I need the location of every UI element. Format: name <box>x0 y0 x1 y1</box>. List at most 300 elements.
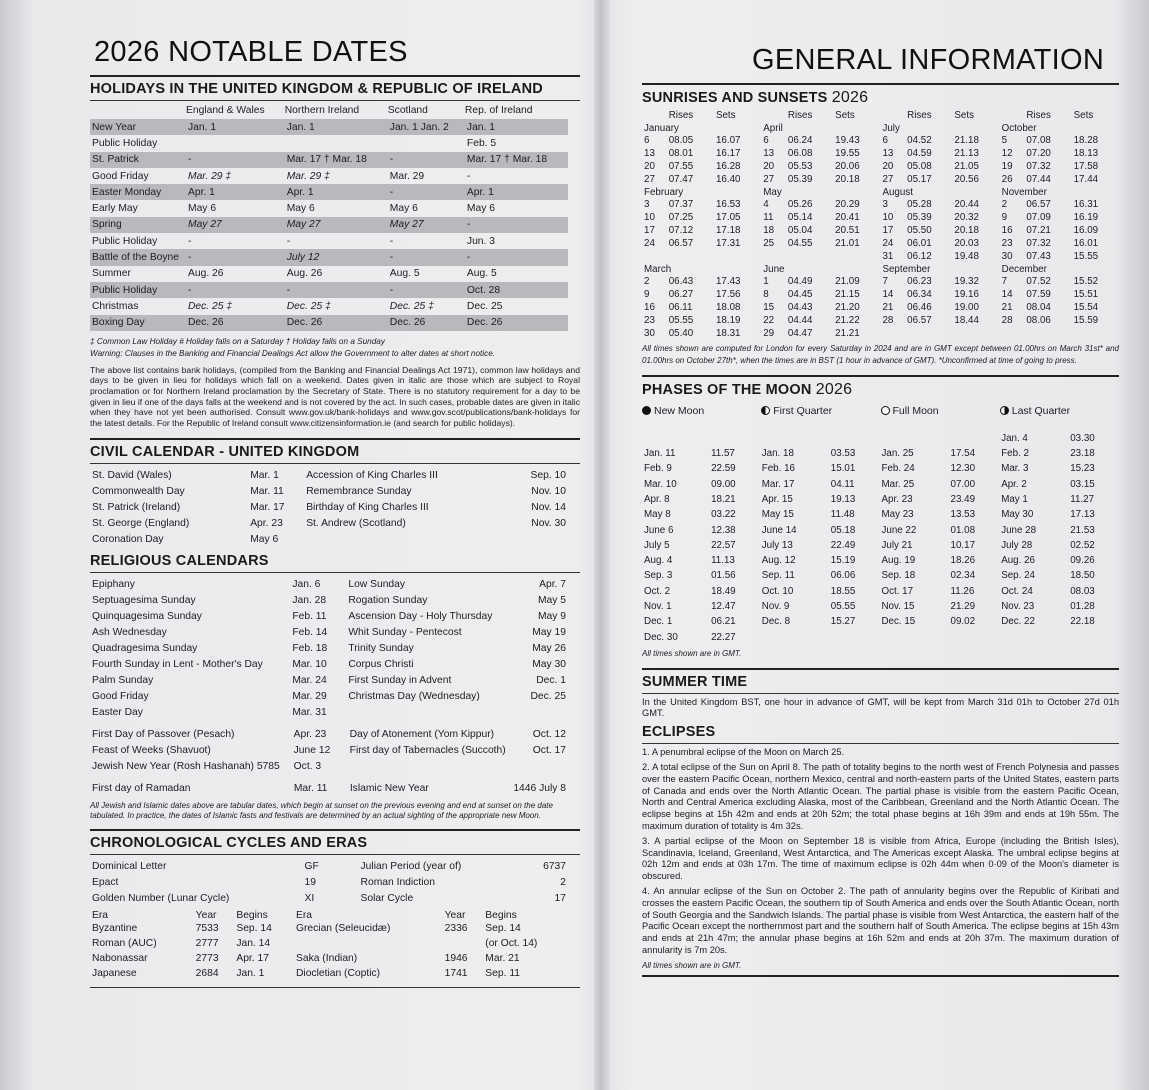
event-name: Commonwealth Day <box>92 485 185 497</box>
table-row <box>90 921 568 936</box>
sunrises-year: 2026 <box>831 89 869 106</box>
phase-date: Apr. 15 <box>761 493 793 505</box>
table-row <box>642 538 1119 553</box>
page-title-general-information: GENERAL INFORMATION <box>752 44 1105 76</box>
day-cell: 23 <box>1001 238 1013 249</box>
rise-time: 06.01 <box>907 238 932 249</box>
event-date: Jan. 6 <box>292 578 321 590</box>
day-cell: 5 <box>1001 135 1008 146</box>
set-time: 20.44 <box>954 199 979 210</box>
phase-time: 11.13 <box>711 555 735 567</box>
phase-date: July 28 <box>1001 539 1033 551</box>
event-name: St. George (England) <box>92 517 190 529</box>
holiday-date: Aug. 5 <box>389 268 420 280</box>
set-time: 16.19 <box>1073 212 1099 223</box>
holidays-column-header: Rep. of Ireland <box>464 105 533 116</box>
table-row <box>90 499 568 515</box>
first-quarter-moon-icon <box>761 406 770 415</box>
set-time: 17.44 <box>1073 174 1099 185</box>
eclipse-item: 3. A partial eclipse of the Moon on September 18 is visible from Africa, Europe (including the British Isles), Scandinavia, Iceland, Greenland, West Antarctica, and The Americas except Alaska. The umbral eclipse begins at 02h 12m and ends at 03h 17m. The time of maximum eclipse is 02h 44m when 0·09 of the Moon's diameter is obscured. <box>642 835 1119 882</box>
phase-time: 22.59 <box>711 463 736 475</box>
event-date: May 26 <box>532 642 566 654</box>
spacer <box>761 109 786 122</box>
phase-date: Sep. 24 <box>1001 570 1035 582</box>
civil-calendar-heading: CIVIL CALENDAR - UNITED KINGDOM <box>90 444 360 461</box>
phase-time: 08.03 <box>1070 585 1095 597</box>
event-date: Mar. 17 <box>250 501 285 513</box>
month-label: December <box>1001 263 1047 275</box>
day-cell: 13 <box>882 148 894 159</box>
day-cell: 20 <box>763 161 775 172</box>
phase-time: 12.38 <box>711 524 736 536</box>
holiday-date: Dec. 26 <box>285 315 388 331</box>
holidays-explanation: The above list contains bank holidays, (compiled from the Banking and Financial Dealings Act 1971), common law holidays and days to be given in lieu for holidays which fall on a weekend. Dates given in italic are those which are subject to Royal proclamation or for Northern Ireland proclamation by the Secretary of State. There is no statutory requirement for a day to be given in lieu if one of the days falls at the weekend and is not covered by the act. In such cases, probable dates are given in italic when they have not yet been authorised. Consult www.gov.uk/bank-holidays and www.gov.scot/publications/bank-holidays for the latest details. For the Republic of Ireland consult www.citizensinformation.ie (and search for public holidays). <box>90 364 580 428</box>
phase-date: Dec. 15 <box>881 616 916 628</box>
table-row <box>90 119 568 135</box>
phase-time: 18.50 <box>1070 570 1095 582</box>
holiday-date: May 6 <box>389 203 418 215</box>
event-name: Easter Day <box>92 706 143 718</box>
rises-header: Rises <box>668 110 694 121</box>
day-cell: 6 <box>644 135 650 146</box>
religious-calendar-table <box>90 576 568 720</box>
table-row <box>90 874 568 890</box>
rise-time: 04.47 <box>787 328 813 339</box>
day-cell: 10 <box>644 212 655 223</box>
month-label: April <box>763 122 783 134</box>
phase-time: 07.00 <box>950 478 976 490</box>
holidays-column-header <box>90 104 186 119</box>
phase-date: Jan. 4 <box>1001 432 1028 444</box>
rise-time: 04.44 <box>787 315 813 326</box>
new-moon-icon <box>642 406 651 415</box>
phase-date <box>879 431 948 446</box>
phase-date: Feb. 16 <box>761 463 795 475</box>
rise-time: 05.50 <box>907 225 932 236</box>
last-quarter-moon-icon <box>1000 406 1009 415</box>
event-name: First Day of Passover (Pesach) <box>92 728 235 740</box>
table-row <box>642 461 1119 476</box>
table-row <box>90 282 568 298</box>
table-row <box>90 936 568 951</box>
phase-time: 12.47 <box>711 601 736 612</box>
table-row <box>90 515 568 531</box>
event-name: Epact <box>92 876 119 888</box>
holiday-date: Jan. 1 <box>465 119 568 135</box>
holiday-date: Dec. 25 <box>466 300 503 312</box>
holidays-table <box>90 104 568 331</box>
month-label: January <box>644 122 679 134</box>
day-cell: 2 <box>644 276 650 287</box>
phase-time: 03.15 <box>1070 478 1095 490</box>
rise-time: 06.43 <box>668 276 694 287</box>
last-quarter-header: Last Quarter <box>1000 405 1119 417</box>
era-cell: 1946 <box>444 953 468 965</box>
table-row <box>642 198 1119 211</box>
event-name: Palm Sunday <box>92 674 154 686</box>
holiday-date: - <box>186 152 285 168</box>
rise-time: 04.55 <box>787 238 813 249</box>
rise-time: 07.55 <box>668 161 694 172</box>
table-row <box>642 629 1119 644</box>
era-cell: 2684 <box>195 968 219 980</box>
day-cell: 26 <box>1001 174 1013 185</box>
phase-time: 13.53 <box>950 509 976 521</box>
phase-time: 01.28 <box>1070 601 1095 612</box>
day-cell: 28 <box>882 315 894 326</box>
table-row <box>90 656 568 672</box>
event-date: 6737 <box>543 860 566 872</box>
set-time: 21.20 <box>835 302 860 313</box>
event-name: Dominical Letter <box>92 860 167 872</box>
holiday-name: Public Holiday <box>92 137 158 149</box>
event-date: June 12 <box>293 744 331 756</box>
month-label: March <box>644 263 672 275</box>
table-row <box>642 446 1119 461</box>
month-label: February <box>644 186 684 198</box>
set-time: 17.58 <box>1073 161 1099 172</box>
phase-date: Feb. 9 <box>644 463 672 475</box>
set-time: 20.51 <box>835 225 860 236</box>
era-cell: Jan. 1 <box>236 968 265 980</box>
phase-date: Jan. 18 <box>761 448 794 460</box>
rise-time: 04.59 <box>907 148 932 159</box>
day-cell: 16 <box>1001 225 1013 236</box>
phase-time: 21.29 <box>950 601 976 612</box>
set-time: 19.16 <box>954 289 979 300</box>
table-row <box>90 467 568 483</box>
set-time: 16.28 <box>715 161 741 172</box>
event-name <box>346 704 516 720</box>
moon-phases-year: 2026 <box>815 380 853 398</box>
event-name: First Sunday in Advent <box>348 674 452 686</box>
era-cell: Sep. 14 <box>485 923 521 935</box>
rise-time: 07.44 <box>1026 174 1051 185</box>
phase-time: 18.49 <box>711 585 736 597</box>
rises-header: Rises <box>907 110 932 121</box>
rise-time: 07.09 <box>1026 212 1051 223</box>
phase-date: July 21 <box>881 539 913 551</box>
month-label: November <box>1001 186 1047 198</box>
month-label: October <box>1001 122 1037 134</box>
event-date: Dec. 1 <box>536 674 566 686</box>
set-time <box>1072 327 1119 340</box>
table-row <box>642 431 1119 446</box>
holiday-date: May 27 <box>186 217 285 233</box>
phase-date: June 28 <box>1001 524 1037 536</box>
event-date: Apr. 23 <box>250 517 283 529</box>
day-cell <box>761 250 786 263</box>
phase-date: Dec. 1 <box>644 616 673 628</box>
day-cell: 20 <box>882 161 894 172</box>
set-time: 16.40 <box>715 174 741 185</box>
divider <box>90 572 580 573</box>
table-row <box>90 608 568 624</box>
event-name: Day of Atonement (Yom Kippur) <box>349 728 495 740</box>
event-name: Jewish New Year (Rosh Hashanah) 5785 <box>92 760 280 772</box>
rise-time: 06.57 <box>668 238 694 249</box>
table-row <box>90 640 568 656</box>
table-row <box>90 951 568 966</box>
month-label: September <box>882 263 931 275</box>
phase-date: Apr. 8 <box>644 493 670 505</box>
day-cell: 9 <box>644 289 650 300</box>
set-time: 21.21 <box>835 328 860 339</box>
holiday-date: Dec. 26 <box>465 315 568 331</box>
rise-time: 07.20 <box>1026 148 1051 159</box>
holiday-date: Mar. 17 † Mar. 18 <box>465 152 568 168</box>
table-row <box>90 858 568 874</box>
rise-time: 07.32 <box>1026 238 1051 249</box>
event-date: Nov. 10 <box>531 485 566 497</box>
holiday-name: Battle of the Boyne <box>90 249 186 265</box>
event-name: First day of Tabernacles (Succoth) <box>349 744 506 756</box>
event-date: Nov. 14 <box>531 501 566 513</box>
month-label: June <box>763 263 785 275</box>
table-row <box>90 890 568 906</box>
phase-time: 09.26 <box>1070 555 1095 567</box>
set-time: 19.00 <box>954 302 979 313</box>
set-time: 17.05 <box>715 212 741 223</box>
set-time: 18.19 <box>715 315 741 326</box>
eclipses-note: All times shown are in GMT. <box>642 960 742 970</box>
holiday-date: - <box>389 235 394 247</box>
holiday-name: Good Friday <box>92 170 149 182</box>
event-date <box>516 531 568 547</box>
phase-time: 17.13 <box>1070 509 1095 521</box>
set-time: 15.51 <box>1073 289 1099 300</box>
divider <box>642 743 1119 744</box>
holiday-date: Dec. 25 ‡ <box>389 300 434 312</box>
event-date: Mar. 10 <box>292 658 327 670</box>
phase-time <box>1068 629 1119 644</box>
table-row <box>90 672 568 688</box>
era-cell <box>443 936 484 951</box>
event-date: May 6 <box>250 533 279 545</box>
table-row <box>642 211 1119 224</box>
phase-time: 18.21 <box>711 493 736 505</box>
event-name: Fourth Sunday in Lent - Mother's Day <box>92 658 263 670</box>
holiday-date: July 12 <box>285 249 388 265</box>
event-name <box>304 531 516 547</box>
table-row <box>90 249 568 265</box>
event-name: Roman Indiction <box>360 876 435 888</box>
era-cell: 1741 <box>444 968 468 980</box>
table-row <box>642 614 1119 629</box>
holiday-name: St. Patrick <box>90 152 186 168</box>
table-row <box>90 966 568 981</box>
set-time: 19.55 <box>835 148 860 159</box>
phase-date: May 1 <box>1001 493 1028 505</box>
set-time: 19.48 <box>954 251 979 262</box>
day-cell: 3 <box>882 199 888 210</box>
rise-time: 05.08 <box>907 161 932 172</box>
rise-time: 05.53 <box>787 161 813 172</box>
rise-time: 08.05 <box>668 135 694 146</box>
civil-calendar-table <box>90 467 568 547</box>
holiday-date: Oct. 28 <box>465 282 568 298</box>
divider <box>642 975 1119 977</box>
holiday-date: - <box>466 170 471 182</box>
moon-phases-heading <box>642 381 1119 399</box>
eclipse-item: 4. An annular eclipse of the Sun on October 2. The path of annularity begins over the Republic of Kiribati and crosses the eastern Pacific Ocean, the southern tip of South America and ends over the South Atlantic Ocean, north of South Georgia and the Sandwich Islands. The partial phase is visible from West Antarctica, the eastern half of the Pacific Ocean except the northernmost part and the southern half of South America. The eclipse begins at 15h 43m and ends at 21h 47m; the annular phase begins at 16h 52m and ends at 20h 37m. The maximum duration of annularity is 7m 20s. <box>642 885 1119 955</box>
event-date: XI <box>304 892 315 904</box>
set-time: 21.09 <box>835 276 860 287</box>
event-name: First day of Ramadan <box>92 782 191 794</box>
day-cell: 17 <box>644 225 655 236</box>
day-cell: 2 <box>1001 199 1008 210</box>
era-column-header: Era <box>295 910 312 922</box>
set-time: 16.53 <box>715 199 741 210</box>
rise-time: 05.39 <box>787 174 813 185</box>
era-cell: Byzantine <box>92 923 138 935</box>
holiday-date: Aug. 26 <box>188 268 224 280</box>
month-label: July <box>882 122 900 134</box>
holiday-name: Spring <box>90 217 186 233</box>
rise-time: 06.08 <box>787 148 813 159</box>
event-date <box>516 758 568 774</box>
event-name: St. Andrew (Scotland) <box>306 517 406 529</box>
set-time: 20.41 <box>835 212 860 223</box>
event-name: Septuagesima Sunday <box>92 594 196 606</box>
table-row <box>90 152 568 168</box>
phase-time <box>829 431 880 446</box>
table-row <box>90 624 568 640</box>
table-row <box>90 168 568 184</box>
event-name: Good Friday <box>92 690 149 702</box>
set-time: 15.55 <box>1073 251 1099 262</box>
set-time: 18.13 <box>1073 148 1099 159</box>
day-cell: 3 <box>644 199 650 210</box>
holiday-date: - <box>388 249 465 265</box>
era-cell: 2773 <box>195 953 219 965</box>
era-cell: Mar. 21 <box>485 953 520 965</box>
holiday-date: Mar. 29 <box>389 170 425 182</box>
day-cell: 30 <box>1001 251 1013 262</box>
event-name: Quinquagesima Sunday <box>92 610 202 622</box>
phase-date: May 30 <box>1001 509 1034 521</box>
event-name: St. David (Wales) <box>92 469 172 481</box>
religious-note: All Jewish and Islamic dates above are tabular dates, which begin at sunset on the previous evening and end at sunset on the date tabulated. In practice, the dates of Islamic fasts and festivals are determined by an actual sighting of the appropriate new Moon. <box>90 801 553 821</box>
moon-phase-legend <box>642 405 1119 417</box>
event-date: Oct. 17 <box>532 744 566 756</box>
event-name: Ascension Day - Holy Thursday <box>348 610 493 622</box>
divider <box>90 829 580 831</box>
day-cell: 7 <box>882 276 888 287</box>
phase-date: Mar. 25 <box>881 478 915 490</box>
phase-time: 09.00 <box>711 478 736 490</box>
table-row <box>90 483 568 499</box>
sunrises-title: SUNRISES AND SUNSETS <box>642 90 828 106</box>
rise-time: 07.43 <box>1026 251 1051 262</box>
set-time: 20.06 <box>835 161 860 172</box>
event-date: Apr. 7 <box>539 578 566 590</box>
table-row <box>642 327 1119 340</box>
set-time: 16.07 <box>715 135 741 146</box>
era-cell: Jan. 14 <box>236 938 271 950</box>
set-time: 16.17 <box>715 148 741 159</box>
event-date: Sep. 10 <box>530 469 566 481</box>
set-time: 17.56 <box>715 289 741 300</box>
event-name: St. Patrick (Ireland) <box>92 501 181 513</box>
day-cell: 8 <box>763 289 769 300</box>
day-cell: 23 <box>644 315 655 326</box>
day-cell: 24 <box>644 238 655 249</box>
holidays-column-header: Scotland <box>387 105 428 116</box>
set-time: 16.01 <box>1073 238 1099 249</box>
event-name: Accession of King Charles III <box>306 469 438 481</box>
phase-date: June 22 <box>881 524 917 536</box>
phase-time: 22.18 <box>1070 616 1095 628</box>
day-cell: 27 <box>763 174 775 185</box>
phase-time: 19.13 <box>830 493 856 505</box>
table-row <box>642 522 1119 537</box>
divider <box>642 668 1119 670</box>
divider <box>90 987 580 988</box>
event-name: Islamic New Year <box>349 782 429 794</box>
holiday-date: - <box>186 249 285 265</box>
table-row <box>642 134 1119 147</box>
day-cell: 16 <box>644 302 655 313</box>
full-moon-header: Full Moon <box>881 405 1000 417</box>
era-cell <box>294 936 443 951</box>
holiday-date: Mar. 29 ‡ <box>286 170 330 182</box>
phase-date: Jan. 11 <box>644 448 676 460</box>
set-time: 15.54 <box>1073 302 1099 313</box>
table-row <box>642 250 1119 263</box>
phase-date: Dec. 30 <box>644 631 678 643</box>
set-time: 18.31 <box>715 328 741 339</box>
rise-time: 07.47 <box>668 174 694 185</box>
sets-header: Sets <box>715 110 736 121</box>
event-date: Mar. 24 <box>292 674 327 686</box>
set-time: 16.31 <box>1073 199 1099 210</box>
rise-time: 07.08 <box>1026 135 1051 146</box>
phase-time: 02.52 <box>1070 539 1095 551</box>
phase-time: 22.27 <box>711 631 736 643</box>
table-row <box>642 147 1119 160</box>
divider <box>90 100 580 101</box>
month-row <box>642 122 1119 134</box>
day-cell: 20 <box>644 161 655 172</box>
set-time <box>833 250 880 263</box>
phase-time: 05.18 <box>830 524 856 536</box>
holiday-date: Mar. 29 ‡ <box>188 170 232 182</box>
phase-time: 03.22 <box>711 509 736 521</box>
set-time: 18.44 <box>954 315 979 326</box>
right-page <box>606 0 1149 1090</box>
set-time: 21.05 <box>954 161 979 172</box>
holiday-name: Public Holiday <box>90 282 186 298</box>
holiday-date: - <box>388 152 465 168</box>
event-date: Apr. 23 <box>293 728 327 740</box>
table-row <box>642 288 1119 301</box>
holiday-date <box>285 135 388 151</box>
set-time: 20.29 <box>835 199 860 210</box>
phase-date: June 6 <box>644 524 674 536</box>
day-cell <box>642 250 667 263</box>
table-row <box>642 237 1119 250</box>
rise-time: 08.04 <box>1026 302 1051 313</box>
phase-time: 18.55 <box>830 585 856 597</box>
era-column-header: Era <box>92 910 109 922</box>
phase-date: Mar. 10 <box>644 478 677 490</box>
holiday-date <box>186 135 285 151</box>
day-cell: 11 <box>763 212 774 223</box>
rise-time <box>786 250 833 263</box>
table-row <box>642 584 1119 599</box>
table-row <box>90 704 568 720</box>
